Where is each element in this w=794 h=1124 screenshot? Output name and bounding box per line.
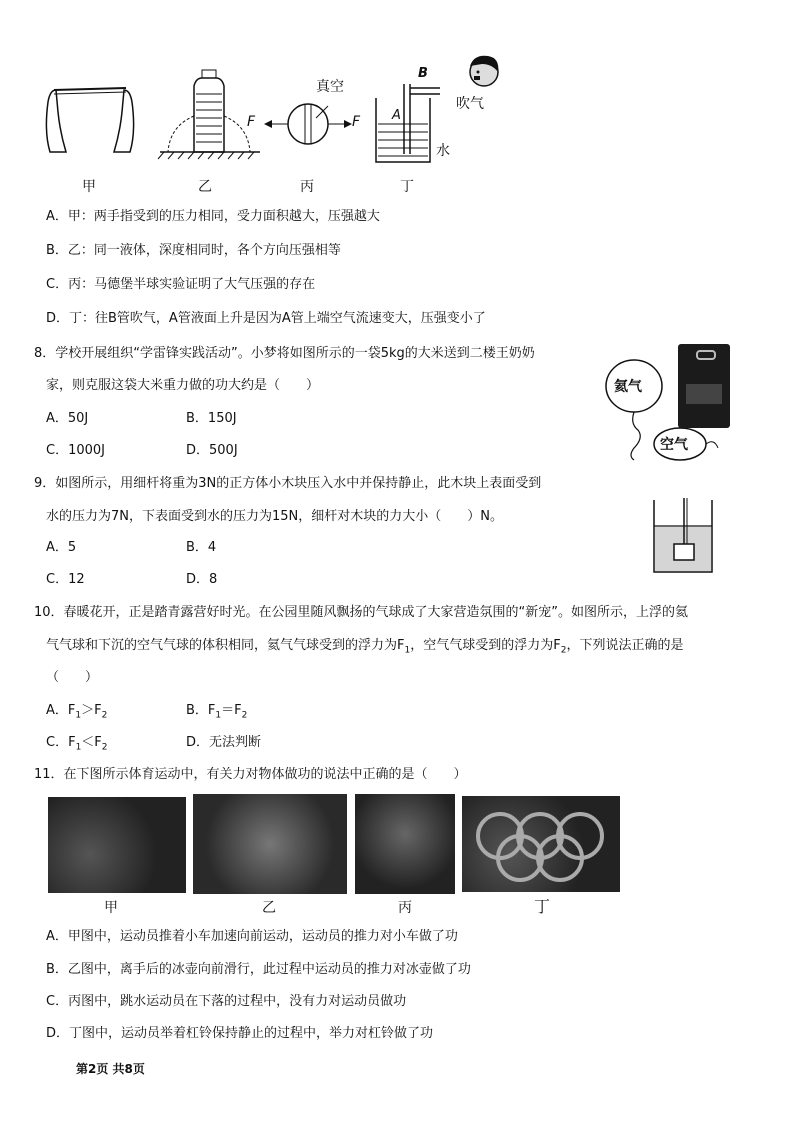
q7-option-a: A．甲：两手指受到的压力相同，受力面积越大，压强越大 (46, 209, 380, 224)
tube-a-label: A (392, 108, 401, 123)
vacuum-label: 真空 (316, 79, 344, 95)
photo-label-jia: 甲 (104, 900, 118, 916)
fig-label-ding: 丁 (400, 179, 414, 195)
photo-jia-cart (48, 797, 186, 893)
q10-stem-line3: （ ） (46, 670, 99, 685)
q11-stem: 11．在下图所示体育运动中，有关力对物体做功的说法中正确的是（ ） (34, 767, 467, 782)
q9-option-c: C．12 (46, 572, 85, 587)
q11-option-c: C．丙图中，跳水运动员在下落的过程中，没有力对运动员做功 (46, 994, 407, 1009)
q11-option-d: D．丁图中，运动员举着杠铃保持静止的过程中，举力对杠铃做了功 (46, 1026, 434, 1041)
q10-option-a: A．$F_1>F_2$ (46, 703, 108, 721)
fig-label-yi: 乙 (198, 179, 212, 195)
force-label-left: F (247, 114, 256, 130)
figure-jia (40, 72, 140, 162)
q9-stem-line1: 9．如图所示，用细杆将重为3N的正方体小木块压入水中并保持静止，此木块上表面受到 (34, 476, 542, 491)
tube-b-label: B (418, 66, 428, 81)
q8-option-c: C．1000J (46, 443, 105, 458)
q9-stem-line2: 水的压力为7N，下表面受到水的压力为15N，细杆对木块的力大小（ ）N。 (46, 509, 503, 524)
helium-balloon-label: 氦气 (614, 379, 642, 395)
photo-label-ding: 丁 (534, 897, 551, 916)
q10-option-d: D．无法判断 (186, 735, 262, 750)
q8-option-d: D．500J (186, 443, 238, 458)
page-number: 第2页 共8页 (76, 1062, 145, 1076)
photo-yi-curling (193, 794, 347, 894)
q8-option-a: A．50J (46, 411, 89, 426)
force-label-right: F (352, 114, 361, 130)
figure-ding (370, 78, 440, 168)
q9-option-b: B．4 (186, 540, 217, 555)
q11-option-a: A．甲图中，运动员推着小车加速向前运动，运动员的推力对小车做了功 (46, 929, 458, 944)
wood-block-figure (650, 496, 716, 576)
q8-stem-line1: 8．学校开展组织“学雷锋实践活动”。小梦将如图所示的一袋5kg的大米送到二楼王奶奶 (34, 346, 535, 361)
q9-option-a: A．5 (46, 540, 77, 555)
fig-label-bing: 丙 (300, 179, 314, 195)
photo-label-yi: 乙 (262, 900, 276, 916)
rice-bag-image (678, 344, 730, 428)
q8-stem-line2: 家，则克服这袋大米重力做的功大约是（ ） (46, 378, 320, 393)
q11-option-b: B．乙图中，离手后的冰壶向前滑行，此过程中运动员的推力对冰壶做了功 (46, 962, 471, 977)
q9-option-d: D．8 (186, 572, 218, 587)
q8-option-b: B．150J (186, 411, 237, 426)
person-blowing-icon (462, 52, 502, 92)
fig-label-jia: 甲 (82, 179, 96, 195)
photo-ding-weightlifting (462, 796, 620, 892)
photo-bing-diving (355, 794, 455, 894)
q7-option-b: B．乙：同一液体，深度相同时，各个方向压强相等 (46, 243, 341, 258)
air-balloon-label: 空气 (660, 437, 688, 453)
q10-stem-line2: 气气球和下沉的空气气球的体积相同，氦气气球受到的浮力为$F_1$，空气气球受到的浮力为$F_2$，下列说法正确的是 (46, 638, 684, 656)
q7-option-c: C．丙：马德堡半球实验证明了大气压强的存在 (46, 277, 316, 292)
q10-option-b: B．$F_1=F_2$ (186, 703, 248, 721)
q10-option-c: C．$F_1<F_2$ (46, 735, 108, 753)
photo-label-bing: 丙 (398, 900, 412, 916)
q10-stem-line1: 10．春暖花开，正是踏青露营好时光。在公园里随风飘扬的气球成了大家营造氛围的“新宠”。如图所示，上浮的氦 (34, 605, 689, 620)
q7-option-d: D．丁：往B管吹气，A管液面上升是因为A管上端空气流速变大，压强变小了 (46, 311, 486, 326)
blow-label: 吹气 (456, 96, 484, 112)
water-label: 水 (436, 143, 450, 159)
